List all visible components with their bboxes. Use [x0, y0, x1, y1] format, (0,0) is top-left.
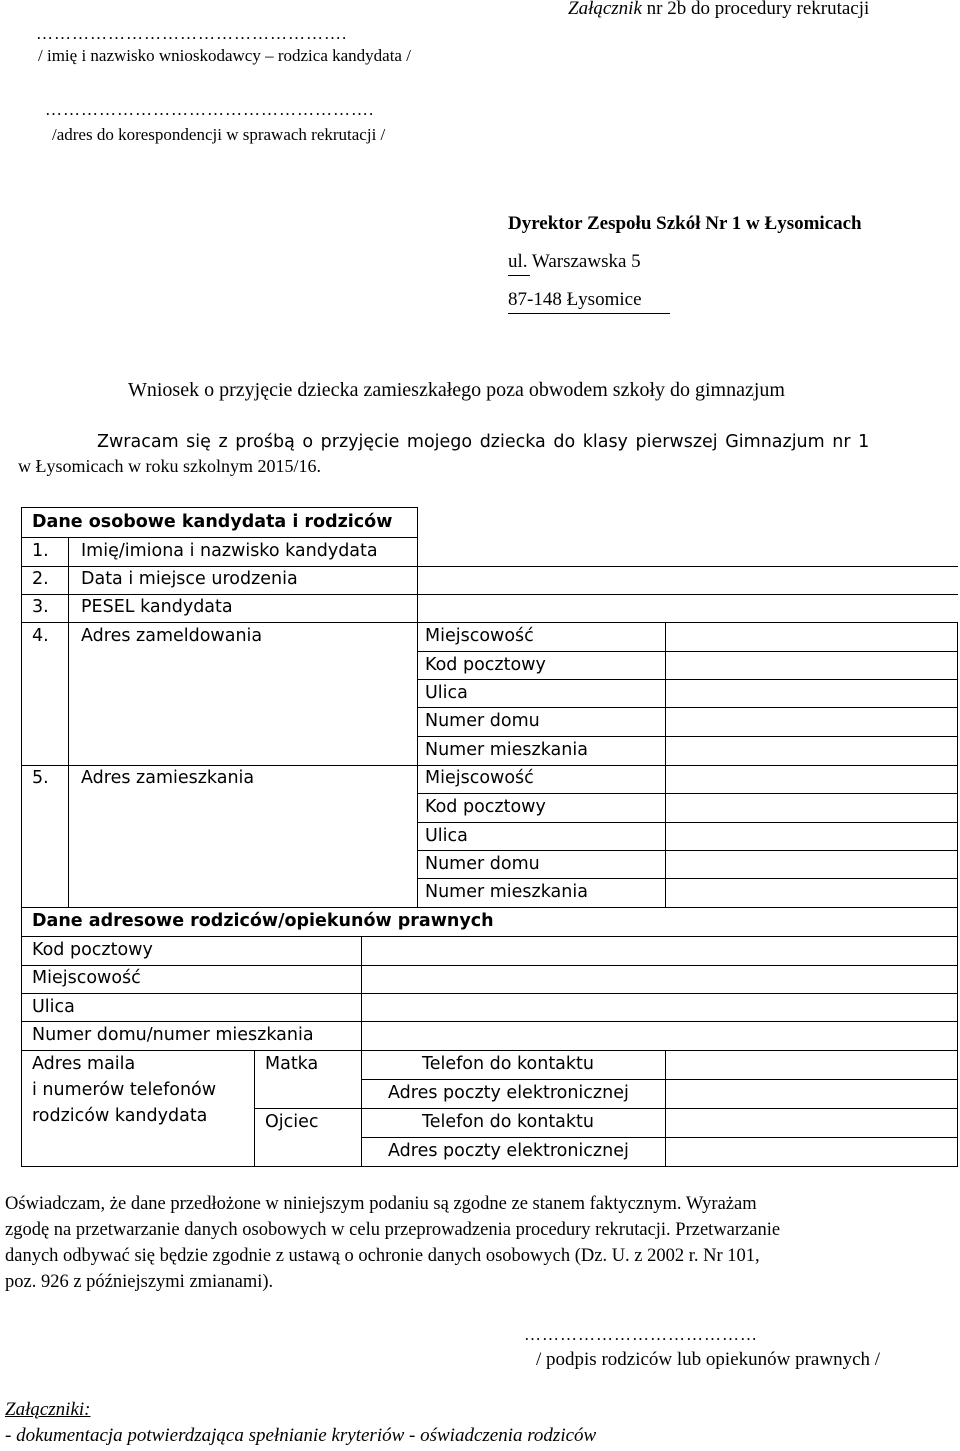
parent-street-field[interactable]	[362, 993, 957, 1021]
contact-label-line1: Adres maila	[32, 1054, 136, 1074]
row4-num-divider	[68, 622, 69, 765]
declaration-line1: Oświadczam, że dane przedłożone w niniejszym podaniu są zgodne ze stanem faktycznym. Wyrażam	[5, 1194, 757, 1214]
reg-flat-label: Numer mieszkania	[425, 740, 588, 760]
reg-house-field[interactable]	[666, 707, 957, 736]
form-bottom-border	[21, 1166, 958, 1167]
res-house-field[interactable]	[666, 850, 957, 878]
address-dots: ……………………………………………….	[45, 100, 375, 119]
form-left-border	[21, 507, 22, 1166]
recipient-line1: Dyrektor Zespołu Szkół Nr 1 w Łysomicach	[508, 213, 862, 234]
parent-house-flat-field[interactable]	[362, 1021, 957, 1050]
row1-num: 1.	[32, 541, 49, 561]
row2-num: 2.	[32, 569, 49, 589]
row5-label: Adres zamieszkania	[81, 768, 255, 788]
mother-phone-label: Telefon do kontaktu	[422, 1054, 594, 1074]
form-top-border	[21, 507, 418, 508]
section-parents-title: Dane adresowe rodziców/opiekunów prawnych	[32, 911, 494, 931]
father-phone-label: Telefon do kontaktu	[422, 1112, 594, 1132]
contact-label-line2: i numerów telefonów	[32, 1080, 217, 1100]
res-postcode-label: Kod pocztowy	[425, 797, 546, 817]
intro-line1: Zwracam się z prośbą o przyjęcie mojego dziecka do klasy pierwszej Gimnazjum nr 1	[97, 432, 870, 452]
attachments-title: Załączniki:	[5, 1399, 91, 1420]
attachment-note	[568, 0, 869, 20]
attachment-note-rest: nr 2b do procedury rekrutacji	[646, 0, 870, 19]
row1-top-border	[21, 537, 418, 538]
mother-phone-field[interactable]	[666, 1050, 957, 1079]
address-caption: /adres do korespondencji w sprawach rekrutacji /	[52, 125, 386, 144]
applicant-dots: …………………………………………….	[36, 24, 348, 43]
row2-label: Data i miejsce urodzenia	[81, 569, 298, 589]
rows-num-divider	[68, 537, 69, 623]
res-flat-label: Numer mieszkania	[425, 882, 588, 902]
row5-sub-left-divider	[417, 765, 418, 908]
intro-line2: w Łysomicach w roku szkolnym 2015/16.	[18, 456, 321, 476]
reg-street-label: Ulica	[425, 683, 468, 703]
row4-sub-left-divider	[417, 622, 418, 765]
row5-num-divider	[68, 765, 69, 908]
row3-label: PESEL kandydata	[81, 597, 233, 617]
parent-house-flat-label: Numer domu/numer mieszkania	[32, 1025, 314, 1045]
candidate-name-field[interactable]	[418, 537, 958, 565]
section2-top-border	[21, 907, 958, 908]
row4-num: 4.	[32, 626, 49, 646]
reg-flat-field[interactable]	[666, 736, 957, 765]
recipient-line2: ul. Warszawska 5	[508, 251, 641, 272]
res-street-label: Ulica	[425, 826, 468, 846]
res-house-label: Numer domu	[425, 854, 540, 874]
reg-city-field[interactable]	[666, 622, 957, 651]
pesel-field[interactable]	[418, 594, 958, 622]
applicant-caption: / imię i nazwisko wnioskodawcy – rodzica kandydata /	[38, 46, 411, 65]
declaration-line2: zgodę na przetwarzanie danych osobowych w celu przeprowadzenia procedury rekrutacji. Przetwarzanie	[5, 1220, 781, 1240]
declaration-line4: poz. 926 z późniejszymi zmianami).	[5, 1272, 274, 1292]
page-title: Wniosek o przyjęcie dziecka zamieszkałego poza obwodem szkoły do gimnazjum	[128, 379, 785, 401]
row3-num: 3.	[32, 597, 49, 617]
reg-city-label: Miejscowość	[425, 626, 534, 646]
parent-postcode-field[interactable]	[362, 936, 957, 965]
row4-label: Adres zameldowania	[81, 626, 263, 646]
attachments-item-1: - dokumentacja potwierdzająca spełnianie kryteriów - oświadczenia rodziców	[5, 1425, 597, 1446]
attachment-note-italic: Załącznik	[568, 0, 642, 19]
reg-postcode-field[interactable]	[666, 651, 957, 679]
res-flat-field[interactable]	[666, 878, 957, 907]
recipient-line2-underline	[508, 275, 530, 276]
father-label: Ojciec	[265, 1112, 319, 1132]
mother-label: Matka	[265, 1054, 319, 1074]
reg-street-field[interactable]	[666, 679, 957, 707]
parent-city-label: Miejscowość	[32, 968, 141, 988]
father-phone-field[interactable]	[666, 1108, 957, 1137]
parent-street-label: Ulica	[32, 997, 75, 1017]
birth-date-place-field[interactable]	[418, 566, 958, 594]
mother-email-label: Adres poczty elektronicznej	[388, 1083, 629, 1103]
res-street-field[interactable]	[666, 822, 957, 850]
father-email-field[interactable]	[666, 1137, 957, 1166]
section-personal-title: Dane osobowe kandydata i rodziców	[32, 512, 393, 532]
row5-num: 5.	[32, 768, 49, 788]
res-city-label: Miejscowość	[425, 768, 534, 788]
signature-caption: / podpis rodziców lub opiekunów prawnych /	[536, 1349, 881, 1370]
mother-email-field[interactable]	[666, 1079, 957, 1108]
row1-label: Imię/imiona i nazwisko kandydata	[81, 541, 378, 561]
recipient-line3: 87-148 Łysomice	[508, 289, 642, 310]
father-email-label: Adres poczty elektronicznej	[388, 1141, 629, 1161]
contact-label-line3: rodziców kandydata	[32, 1106, 208, 1126]
reg-postcode-label: Kod pocztowy	[425, 655, 546, 675]
parent-city-field[interactable]	[362, 965, 957, 993]
reg-house-label: Numer domu	[425, 711, 540, 731]
res-city-field[interactable]	[666, 765, 957, 793]
form-right-border	[957, 622, 958, 1167]
recipient-line3-underline	[508, 313, 670, 314]
res-postcode-field[interactable]	[666, 793, 957, 822]
declaration-line3: danych odbywać się będzie zgodnie z ustawą o ochronie danych osobowych (Dz. U. z 2002 r. Nr 101,	[5, 1246, 760, 1266]
signature-dots: …………………………………	[524, 1325, 758, 1344]
parent-postcode-label: Kod pocztowy	[32, 940, 153, 960]
